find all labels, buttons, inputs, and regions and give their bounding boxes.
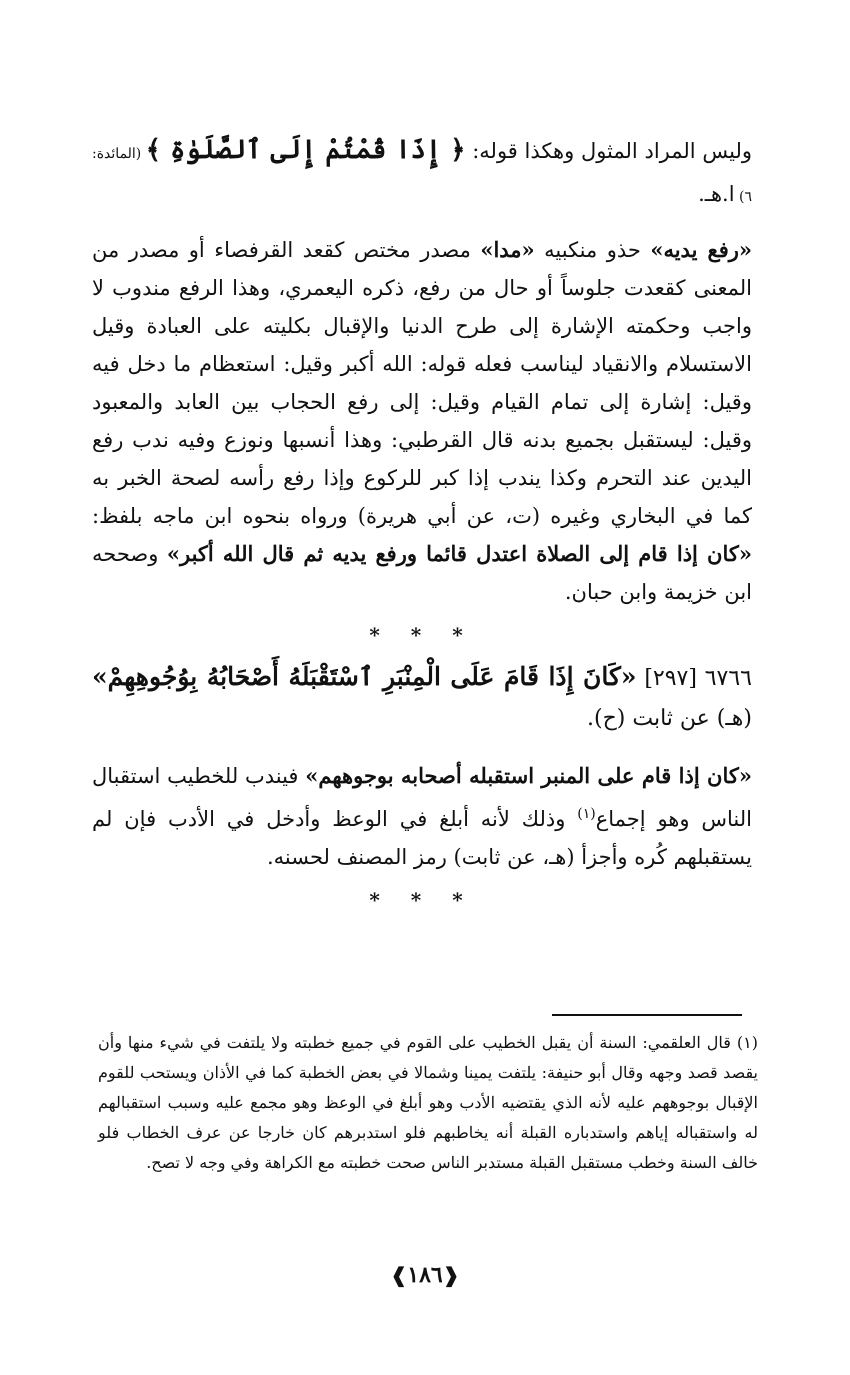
footnote-text: قال العلقمي: السنة أن يقبل الخطيب على القوم في جميع خطبته ولا يلتفت في شيء منها وأن يقصد قصد وجهه وقال أبو حنيفة: يلتفت يمينا وشمالا في بعض الخطبة كما في الأذان ويستحب للقوم الإقبال بوجوههم عليه لأنه الذي يقتضيه الأدب وهو أبلغ في الوعظ وهو مجمع عليه وسبب استقبالهم له واستقباله إياهم واستدباره القبلة أنه يخاطبهم فلو استدبرهم كان خارجا عن عرف الخطاب فلو خالف السنة وخطب مستقبل القبلة مستدبر الناس صحت خطبته مع الكراهة وفي وجه لا تصح. bbox=[98, 1033, 758, 1172]
page-number-value: ١٨٦ bbox=[407, 1262, 443, 1288]
hadith-text: «كَانَ إِذَا قَامَ عَلَى الْمِنْبَرِ ٱسْتَقْبَلَهُ أَصْحَابُهُ بِوُجُوهِهِمْ» bbox=[92, 662, 637, 691]
footnote-reference: (١) bbox=[577, 806, 596, 822]
footnote bbox=[98, 1028, 758, 1178]
footnote-number: (١) bbox=[736, 1033, 758, 1052]
section-separator-stars-2: * * * bbox=[369, 888, 475, 912]
footnote-separator bbox=[552, 1014, 742, 1016]
lemma-hadith: «كان إذا قام على المنبر استقبله أصحابه بوجوههم» bbox=[305, 763, 752, 788]
commentary-1-text-a: حذو منكبيه bbox=[534, 238, 651, 262]
page-number bbox=[0, 1262, 850, 1288]
intro-text: وليس المراد المثول وهكذا قوله: bbox=[465, 139, 753, 163]
commentary-1-text-b: مصدر مختص كقعد القرفصاء أو مصدر من المعنى كقعدت جلوساً أو حال من رفع، ذكره اليعمري، وهذا الرفع مندوب لا واجب وحكمته الإشارة إلى طرح الدنيا والإقبال بكليته على العبادة وقيل الاستسلام والانقياد ليناسب فعله قوله: الله أكبر وقيل: استعظام ما دخل فيه وقيل: إشارة إلى تمام القيام وقيل: إلى رفع الحجاب بين العابد والمعبود وقيل: ليستقبل بجميع بدنه قال القرطبي: وهذا أنسبها ونوزع وفيه ندب رفع اليدين عند التحرم وكذا يندب إذا كبر للركوع وإذا رفع رأسه لصحة الخبر به كما في البخاري وغيره (ت، عن أبي هريرة) ورواه بنحوه ابن ماجه بلفظ: bbox=[92, 238, 752, 528]
commentary-2-text-a: فيندب للخطيب استقبال الناس وهو إجماع bbox=[92, 764, 752, 831]
intro-end: ا.هـ. bbox=[698, 182, 735, 206]
verse-reference: (المائدة: ٦) bbox=[92, 146, 752, 205]
commentary-1-text-c: وصححه ابن خزيمة وابن حبان. bbox=[92, 542, 752, 604]
hadith-number: ٦٧٦٦ [٢٩٧] bbox=[636, 666, 752, 691]
intro-line bbox=[92, 130, 752, 217]
ornament-right-icon: ❰ bbox=[442, 1263, 460, 1287]
section-separator-stars: * * * bbox=[369, 623, 475, 647]
quran-verse: ﴿ إِذَا قُمْتُمْ إِلَى ٱلصَّلَوٰةِ ﴾ bbox=[145, 135, 466, 165]
commentary-paragraph-2 bbox=[92, 757, 752, 876]
commentary-2-text-b: وذلك لأنه أبلغ في الوعظ وأدخل في الأدب فإن لم يستقبلهم كُره وأجزأ (هـ، عن ثابت) رمز المصنف لحسنه. bbox=[92, 807, 752, 869]
commentary-paragraph-1 bbox=[92, 231, 752, 611]
lemma-madda: «مدا» bbox=[480, 237, 535, 262]
hadith-entry bbox=[92, 657, 752, 739]
lemma-raf-yadayh: «رفع يديه» bbox=[650, 237, 753, 262]
hadith-quote: «كان إذا قام إلى الصلاة اعتدل قائما ورفع يديه ثم قال الله أكبر» bbox=[166, 541, 752, 566]
ornament-left-icon: ❱ bbox=[390, 1263, 408, 1287]
hadith-source: (هـ) عن ثابت (ح). bbox=[587, 706, 752, 731]
